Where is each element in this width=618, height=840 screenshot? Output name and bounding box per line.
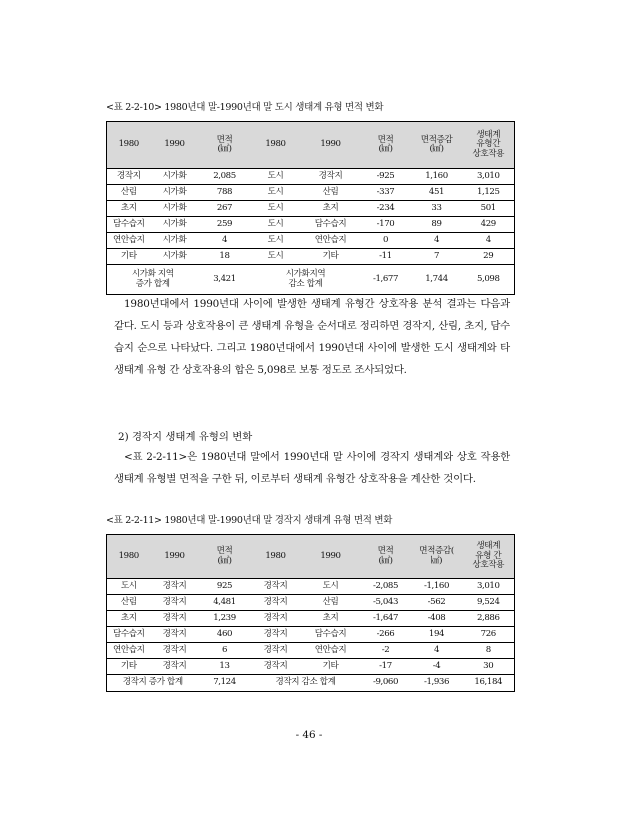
cell: -2,085 [361, 579, 411, 595]
cell: -408 [411, 611, 463, 627]
table-row [107, 627, 515, 643]
total-decrease-value: -1,677 [361, 265, 411, 295]
body-paragraph-2: <표 2-2-11>은 1980년대 말에서 1990년대 말 사이에 경작지 생태계와 상호 작용한 생태계 유형별 면적을 구한 뒤, 이로부터 생태계 유형간 상호작용을 계산한 것이다. [114, 451, 510, 485]
total-decrease-label [251, 265, 361, 295]
cell: -337 [361, 185, 411, 201]
cell: 89 [411, 217, 463, 233]
cell: 경작지 [151, 611, 199, 627]
header-1990 [301, 122, 361, 169]
header-text: 1980 [265, 139, 286, 150]
header-text: 생태계 유형간 상호작용 [472, 129, 505, 159]
cell: 초지 [107, 611, 151, 627]
cell: 담수습지 [301, 627, 361, 643]
cell: 4 [411, 233, 463, 249]
cell: 726 [463, 627, 515, 643]
header-1980 [107, 535, 151, 579]
total-increase-value: 3,421 [199, 265, 251, 295]
cell: 경작지 [251, 659, 301, 675]
cell: 2,085 [199, 169, 251, 185]
cell: 1,160 [411, 169, 463, 185]
cell: 9,524 [463, 595, 515, 611]
cell: 경작지 [151, 627, 199, 643]
header-text: 면적 (㎢) [216, 546, 233, 566]
cell: 도시 [251, 201, 301, 217]
cell: 산림 [107, 185, 151, 201]
cell: 담수습지 [107, 627, 151, 643]
cell: 4 [411, 643, 463, 659]
total-interaction-value: 16,184 [463, 675, 515, 692]
header-area [199, 122, 251, 169]
cell: 담수습지 [107, 217, 151, 233]
total-decrease-label: 경작지 감소 합계 [251, 675, 361, 692]
table-row [107, 185, 515, 201]
cell: 기타 [301, 659, 361, 675]
table-row [107, 643, 515, 659]
cell: 259 [199, 217, 251, 233]
cell: -925 [361, 169, 411, 185]
header-text: 면적증감 (㎢) [420, 134, 453, 154]
total-increase-value: 7,124 [199, 675, 251, 692]
cell: 산림 [301, 185, 361, 201]
cell: -1,647 [361, 611, 411, 627]
cell: 8 [463, 643, 515, 659]
table1-total-row [107, 265, 515, 295]
cell: 시가화 [151, 217, 199, 233]
cell: 연안습지 [107, 233, 151, 249]
cell: 도시 [251, 185, 301, 201]
header-area [199, 535, 251, 579]
cell: -170 [361, 217, 411, 233]
table-row [107, 217, 515, 233]
table-row [107, 249, 515, 265]
cell: -562 [411, 595, 463, 611]
cell: 연안습지 [107, 643, 151, 659]
table2-caption: <표 2-2-11> 1980년대 말-1990년대 말 경작지 생태계 유형 면적 변화 [106, 515, 393, 526]
table2 [106, 534, 515, 692]
header-text: 1990 [320, 139, 341, 150]
cell: 4 [199, 233, 251, 249]
cell: 29 [463, 249, 515, 265]
cell: 501 [463, 201, 515, 217]
cell: 4 [463, 233, 515, 249]
cell: 경작지 [151, 659, 199, 675]
cell: 초지 [107, 201, 151, 217]
cell: 3,010 [463, 169, 515, 185]
cell: 267 [199, 201, 251, 217]
total-decrease-value: -9,060 [361, 675, 411, 692]
cell: 7 [411, 249, 463, 265]
table-row [107, 659, 515, 675]
cell: -4 [411, 659, 463, 675]
cell: 도시 [251, 249, 301, 265]
header-1980 [251, 535, 301, 579]
cell: 경작지 [151, 579, 199, 595]
total-increase-label [107, 265, 199, 295]
cell: -2 [361, 643, 411, 659]
cell: 0 [361, 233, 411, 249]
cell: 시가화 [151, 201, 199, 217]
cell: 경작지 [151, 595, 199, 611]
cell: -11 [361, 249, 411, 265]
table1-caption: <표 2-2-10> 1980년대 말-1990년대 말 도시 생태계 유형 면적 변화 [106, 102, 384, 113]
header-area-change [411, 122, 463, 169]
cell: 429 [463, 217, 515, 233]
table-row [107, 595, 515, 611]
header-text: 1990 [164, 139, 185, 150]
cell: 경작지 [151, 643, 199, 659]
header-text: 1980 [118, 139, 139, 150]
cell: 도시 [251, 169, 301, 185]
cell: 194 [411, 627, 463, 643]
cell: 788 [199, 185, 251, 201]
cell: 시가화 [151, 233, 199, 249]
cell: 연안습지 [301, 643, 361, 659]
total-change-value: -1,936 [411, 675, 463, 692]
cell: 33 [411, 201, 463, 217]
cell: 기타 [301, 249, 361, 265]
total-change-value: 1,744 [411, 265, 463, 295]
table1 [106, 121, 515, 295]
cell: 4,481 [199, 595, 251, 611]
table-row [107, 201, 515, 217]
cell: 경작지 [107, 169, 151, 185]
cell: -17 [361, 659, 411, 675]
header-text: 1990 [320, 550, 341, 561]
header-text: 1980 [118, 550, 139, 561]
cell: 경작지 [251, 627, 301, 643]
cell: 산림 [107, 595, 151, 611]
header-interaction [463, 122, 515, 169]
table1-header-row [107, 122, 515, 169]
header-text: 면적증감( ㎢) [419, 546, 454, 566]
cell: 1,239 [199, 611, 251, 627]
header-1980 [107, 122, 151, 169]
table-row [107, 579, 515, 595]
header-text: 면적 (㎢) [216, 134, 233, 154]
cell: 도시 [301, 579, 361, 595]
cell: 2,886 [463, 611, 515, 627]
header-1990 [301, 535, 361, 579]
header-text: 1990 [164, 550, 185, 561]
cell: 13 [199, 659, 251, 675]
table2-total-row [107, 675, 515, 692]
cell: 도시 [251, 217, 301, 233]
cell: -1,160 [411, 579, 463, 595]
table-row [107, 611, 515, 627]
cell: 451 [411, 185, 463, 201]
cell: 6 [199, 643, 251, 659]
cell: 담수습지 [301, 217, 361, 233]
cell: -266 [361, 627, 411, 643]
cell: 경작지 [301, 169, 361, 185]
table-row [107, 233, 515, 249]
cell: 경작지 [251, 579, 301, 595]
body-paragraph-1: 1980년대에서 1990년대 사이에 발생한 생태계 유형간 상호작용 분석 결과는 다음과 같다. 도시 등과 상호작용이 큰 생태계 유형을 순서대로 정리하면 경작지, 산림, 초지, 담수습지 순으로 나타났다. 그리고 1980년대에서 1990년대 사이에 발생한 도시 생태계와 타 생태계 유형 간 상호작용의 합은 5,098로 보통 정도로 조사되었다. [114, 298, 510, 376]
cell: 30 [463, 659, 515, 675]
cell: 시가화 [151, 185, 199, 201]
cell: -234 [361, 201, 411, 217]
header-1990 [151, 535, 199, 579]
cell: 3,010 [463, 579, 515, 595]
cell: -5,043 [361, 595, 411, 611]
total-label-text: 시가화 지역 증가 합계 [131, 269, 174, 289]
cell: 도시 [251, 233, 301, 249]
table-row [107, 169, 515, 185]
header-area [361, 122, 411, 169]
header-text: 1980 [265, 550, 286, 561]
table2-header-row [107, 535, 515, 579]
header-1980 [251, 122, 301, 169]
page-number: - 46 - [295, 729, 323, 741]
cell: 연안습지 [301, 233, 361, 249]
total-label-text: 시가화지역 감소 합계 [285, 269, 326, 289]
cell: 18 [199, 249, 251, 265]
cell: 기타 [107, 659, 151, 675]
cell: 1,125 [463, 185, 515, 201]
header-1990 [151, 122, 199, 169]
header-interaction [463, 535, 515, 579]
header-text: 면적 (㎢) [377, 134, 394, 154]
cell: 시가화 [151, 249, 199, 265]
cell: 시가화 [151, 169, 199, 185]
cell: 경작지 [251, 611, 301, 627]
cell: 경작지 [251, 643, 301, 659]
cell: 도시 [107, 579, 151, 595]
cell: 산림 [301, 595, 361, 611]
cell: 경작지 [251, 595, 301, 611]
cell: 초지 [301, 611, 361, 627]
header-area-change [411, 535, 463, 579]
header-text: 생태계 유형 간 상호작용 [472, 541, 505, 571]
cell: 기타 [107, 249, 151, 265]
total-interaction-value: 5,098 [463, 265, 515, 295]
total-increase-label: 경작지 증가 합계 [107, 675, 199, 692]
cell: 초지 [301, 201, 361, 217]
cell: 925 [199, 579, 251, 595]
header-text: 면적 (㎢) [377, 546, 394, 566]
cell: 460 [199, 627, 251, 643]
section-heading: 2) 경작지 생태계 유형의 변화 [118, 431, 253, 443]
header-area [361, 535, 411, 579]
